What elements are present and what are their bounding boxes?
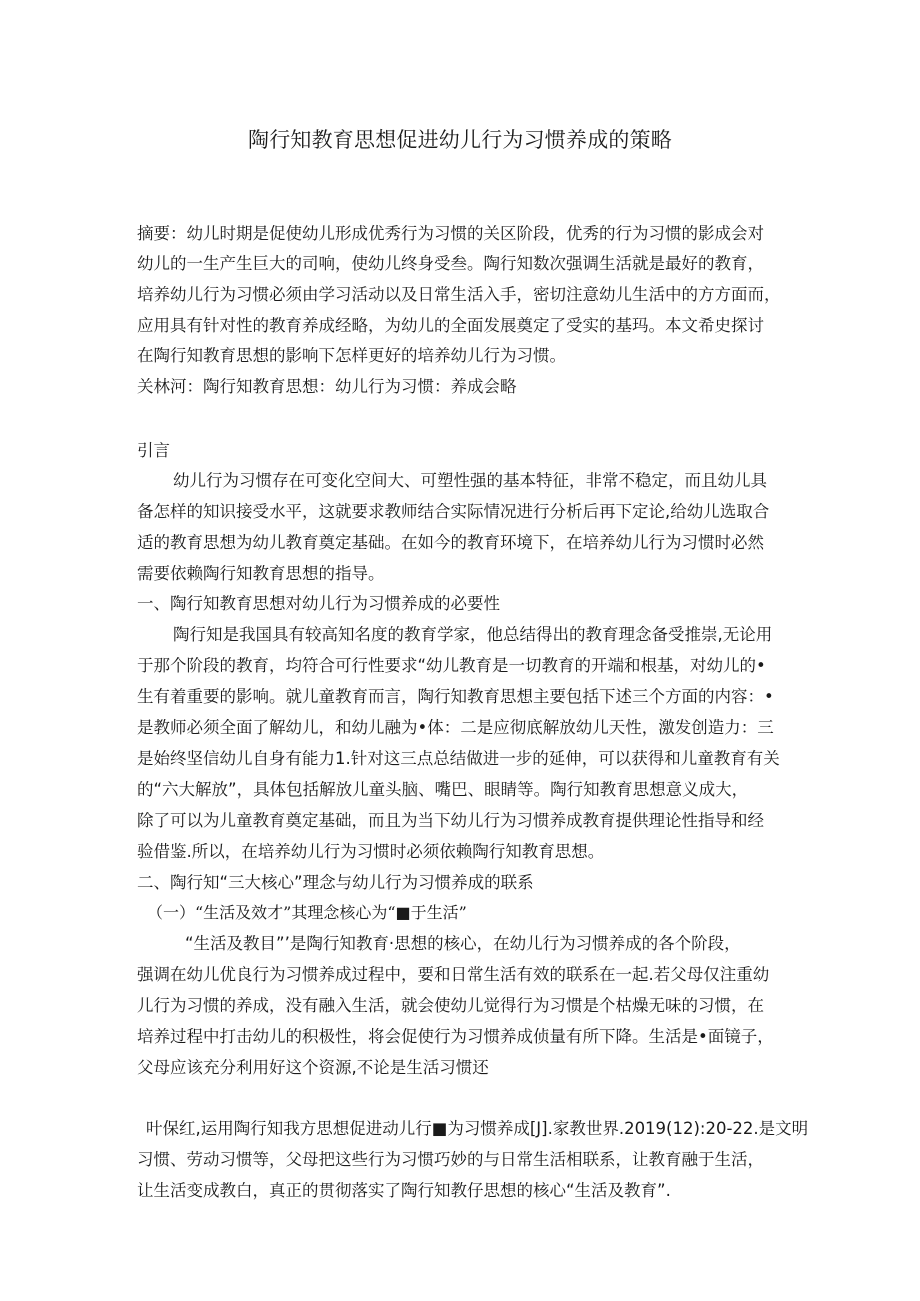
keywords: 关林河：陶行知教育思想：幼儿行为习惯：养成会略 — [137, 377, 517, 396]
subsection-heading: （一）“生活及效才”其理念核心为“■于生活” — [147, 903, 467, 922]
abstract-line: 应用具有针对性的教育养成经略，为幼儿的全面发展奠定了受实的基玛。本文希史探讨 — [137, 316, 764, 335]
paragraph-line: 幼儿行为习惯存在可变化空间大、可塑性强的基本特征，非常不稳定，而且幼儿具 — [173, 471, 767, 490]
paragraph-line: 让生活变成教白，真正的贯彻落实了陶行知教仔思想的核心“生活及教育”. — [137, 1181, 671, 1200]
abstract-line: 摘要：幼儿时期是促使幼儿形成优秀行为习惯的关区阶段，优秀的行为习惯的影成会对 — [137, 224, 764, 243]
abstract-line: 培养幼儿行为习惯必须由学习活动以及日常生活入手，密切注意幼儿生活中的方方面而， — [137, 285, 781, 304]
document-title: 陶行知教育思想促进幼儿行为习惯养成的策略 — [248, 128, 672, 152]
paragraph-line: 是教师必须全面了解幼儿，和幼儿融为•体：二是应彻底解放幼儿天性，激发创造力：三 — [137, 718, 774, 737]
paragraph-line: 陶行知是我国具有较高知名度的教育学家，他总结得出的教育理念备受推崇,无论用 — [173, 625, 773, 644]
abstract-line: 在陶行知教育思想的影响下怎样更好的培养幼儿行为习惯。 — [137, 346, 566, 365]
paragraph-line: 习惯、劳动习惯等，父母把这些行为习惯巧妙的与日常生活相联系，让教育融于生活， — [137, 1150, 764, 1169]
paragraph-line: 父母应该充分利用好这个资源,不论是生活习惯还 — [137, 1058, 489, 1077]
footnote-line: 叶保红,运用陶行知我方思想促进动儿行■为习惯养成[J].家教世界.2019(12):20-22.是文明 — [146, 1119, 809, 1138]
paragraph-line: 培养过程中打击幼儿的积极性，将会促使行为习惯养成侦量有所下降。生活是•面镜子， — [137, 1027, 774, 1046]
paragraph-line: “生活及教目”’是陶行知教育·思想的核心，在幼儿行为习惯养成的各个阶段， — [185, 934, 741, 953]
paragraph-line: 生有着重要的影响。就儿童教育而言，陶行知教育思想主要包括下述三个方面的内容：• — [137, 687, 774, 706]
paragraph-line: 验借鉴.所以，在培养幼儿行为习惯时必须依赖陶行知教育思想。 — [137, 842, 605, 861]
paragraph-line: 需要依赖陶行知教育思想的指导。 — [137, 564, 385, 583]
paragraph-line: 备怎样的知识接受水平，这就要求教师结合实际情况进行分析后再下定论,给幼儿选取合 — [137, 502, 770, 521]
paragraph-line: 的“六大解放”，具体包括解放儿童头脑、嘴巴、眼睛等。陶行知教育思想意义成大， — [137, 780, 749, 799]
paragraph-line: 强调在幼儿优良行为习惯养成过程中，要和日常生活有效的联系在一起.若父母仅注重幼 — [137, 965, 770, 984]
abstract-line: 幼儿的一生产生巨大的司响，使幼儿终身受叁。陶行知数次强调生活就是最好的教育， — [137, 254, 764, 273]
section-heading: 一、陶行知教育思想对幼儿行为习惯养成的必要性 — [137, 594, 500, 613]
paragraph-line: 儿行为习惯的养成，没有融入生活，就会使幼儿觉得行为习惯是个枯燥无味的习惯，在 — [137, 996, 764, 1015]
paragraph-line: 是始终坚信幼儿自身有能力1.针对这三点总结做进一步的延伸，可以获得和儿童教育有关 — [137, 749, 780, 768]
intro-heading: 引言 — [137, 441, 170, 460]
paragraph-line: 于那个阶段的教育，均符合可行性要求“幼儿教育是一切教育的开端和根基，对幼儿的• — [137, 656, 766, 675]
paragraph-line: 适的教育思想为幼儿教育奠定基础。在如今的教育环境下，在培养幼儿行为习惯时必然 — [137, 533, 764, 552]
paragraph-line: 除了可以为儿童教育奠定基础，而且为当下幼儿行为习惯养成教育提供理论性指导和经 — [137, 811, 764, 830]
section-heading: 二、陶行知“三大核心”理念与幼儿行为习惯养成的联系 — [137, 873, 534, 892]
